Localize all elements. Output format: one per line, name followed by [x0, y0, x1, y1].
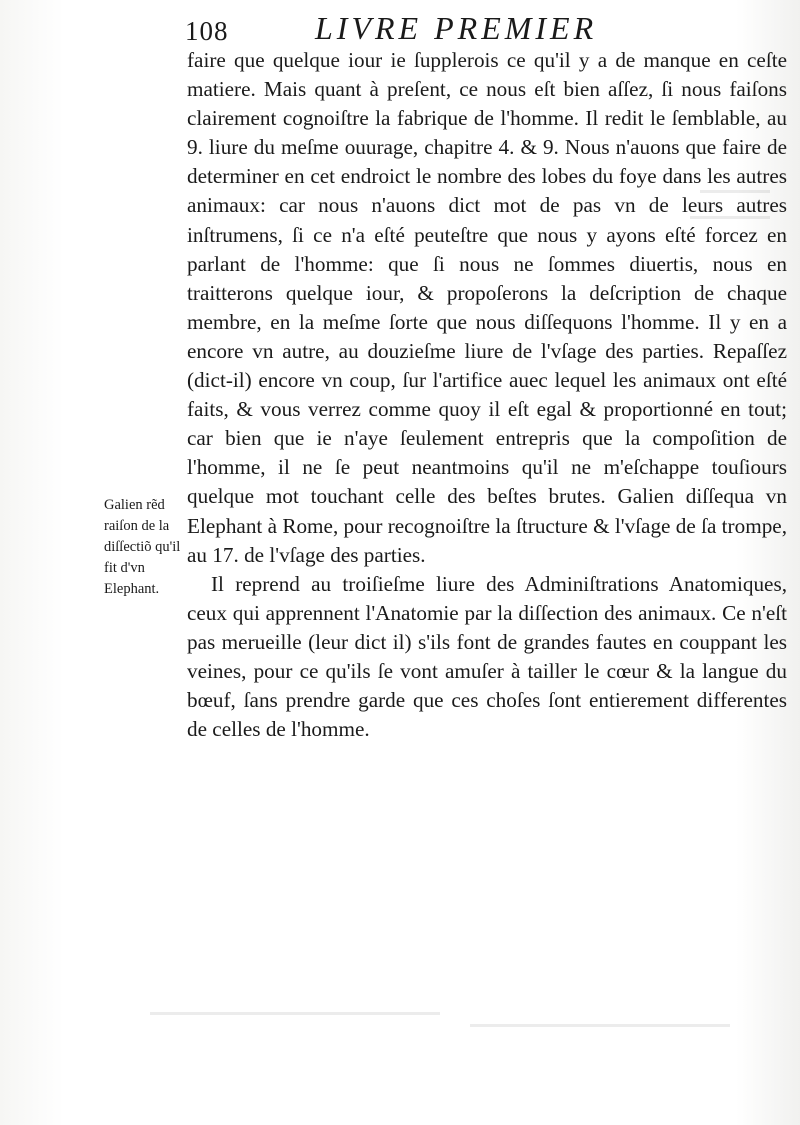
- bleed-line: [150, 1012, 440, 1015]
- bleed-line: [470, 1024, 730, 1027]
- margin-note: Galien rẽd raiſon de la diſſectiõ qu'il fit d'vn Elephant.: [104, 497, 181, 597]
- running-title: LIVRE PREMIER: [315, 10, 598, 46]
- paragraph: faire que quelque iour ie ſupplerois ce qu'il y a de manque en ceſte matiere. Mais quant à preſent, ce nous eſt bien aſſez, ſi nous faiſons clairement cognoiſtre la fabrique de l'homme. Il redit le ſemblable, au 9. liure du meſme ouurage, chapitre 4. & 9. Nous n'auons que faire de determiner en cet endroict le nombre des lobes du foye dans les autres animaux: car nous n'auons dict mot de pas vn de leurs autres inſtrumens, ſi ce n'a eſté peuteſtre que nous y ayons eſté forcez en parlant de l'homme: que ſi nous ne ſommes diuertis, nous en traitterons quelque iour, & propoſerons la deſcription de chaque membre, en la meſme ſorte que nous diſſequons l'homme. Il y en a encore vn autre, au douzieſme liure de l'vſage des parties. Repaſſez (dict-il) encore vn coup, ſur l'artifice auec lequel les animaux ont eſté faits, & vous verrez comme quoy il eſt egal & proportionné en tout; car bien que ie n'aye ſeulement entrepris que la compoſition de l'homme, il ne ſe peut neantmoins qu'il ne m'eſchappe touſiours quelque mot touchant celle des beſtes brutes. Galien diſſequa vn Elephant à Rome, pour recognoiſtre la ſtructure & l'vſage de ſa trompe, au 17. de l'vſage des parties.: [187, 48, 787, 567]
- page-number: 108: [185, 16, 229, 46]
- paragraph: Il reprend au troiſieſme liure des Adminiſtrations Anatomiques, ceux qui apprennent l'Anatomie par la diſſection des animaux. Ce n'eſt pas merueille (leur dict il) s'ils font de grandes fautes en couppant les veines, pour ce qu'ils ſe vont amuſer à tailler le cœur & la langue du bœuf, ſans prendre garde que ces choſes ſont entierement differentes de celles de l'homme.: [187, 571, 787, 742]
- main-text: [187, 46, 787, 744]
- page-header: [185, 10, 785, 50]
